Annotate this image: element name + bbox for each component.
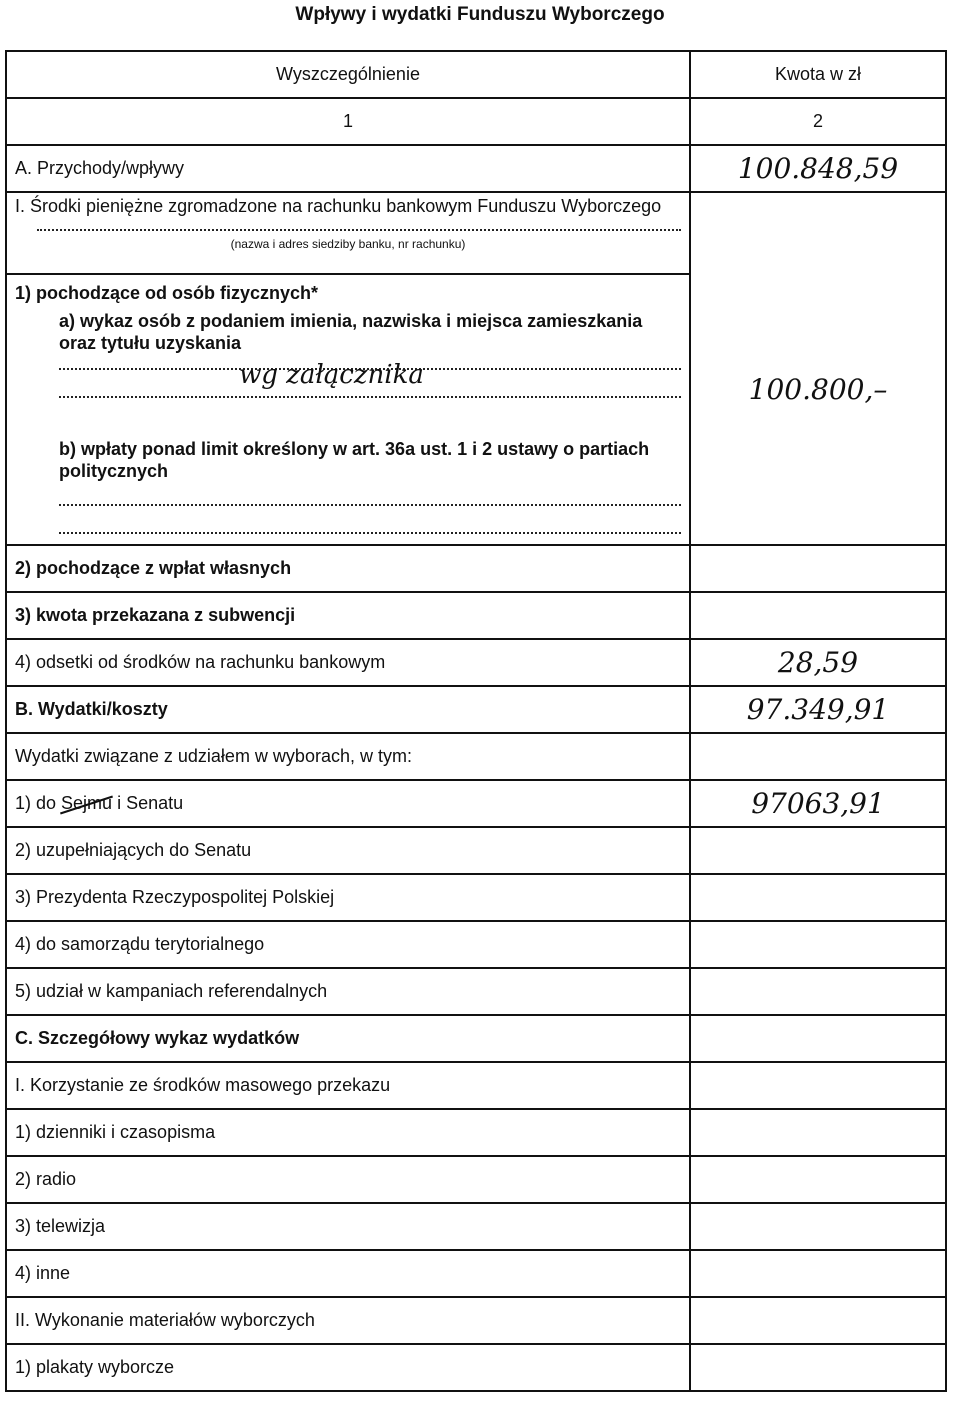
- column-number-2: 2: [690, 98, 946, 145]
- dotted-line-3: [59, 504, 681, 506]
- individuals-label: 1) pochodzące od osób fizycznych*: [15, 283, 319, 303]
- other-media-label: 4) inne: [6, 1250, 690, 1297]
- row-president: [6, 874, 946, 921]
- sejm-senate-suffix: i Senatu: [112, 793, 184, 813]
- section-a-label: A. Przychody/wpływy: [6, 145, 690, 192]
- mass-media-label: I. Korzystanie ze środków masowego przekazu: [6, 1062, 690, 1109]
- divider: [7, 273, 689, 275]
- senate-supplementary-label: 2) uzupełniających do Senatu: [6, 827, 690, 874]
- president-label: 3) Prezydenta Rzeczypospolitej Polskiej: [6, 874, 690, 921]
- header-description: Wyszczególnienie: [6, 51, 690, 98]
- funds-table: [5, 50, 947, 1392]
- header-amount: Kwota w zł: [690, 51, 946, 98]
- materials-label: II. Wykonanie materiałów wyborczych: [6, 1297, 690, 1344]
- local-government-label: 4) do samorządu terytorialnego: [6, 921, 690, 968]
- row-referendum: [6, 968, 946, 1015]
- row-materials: [6, 1297, 946, 1344]
- posters-label: 1) plakaty wyborcze: [6, 1344, 690, 1391]
- list-of-persons-label: a) wykaz osób z podaniem imienia, nazwiska i miejsca zamieszkania oraz tytułu uzyskania: [59, 311, 643, 353]
- row-a-block: [6, 192, 946, 545]
- row-other-media: [6, 1250, 946, 1297]
- over-limit-label: b) wpłaty ponad limit określony w art. 36a ust. 1 i 2 ustawy o partiach politycznych: [59, 439, 650, 481]
- section-b-label: B. Wydatki/koszty: [6, 686, 690, 733]
- row-radio: [6, 1156, 946, 1203]
- sejm-senate-amount-handwritten: 97063,91: [751, 787, 885, 820]
- bank-hint: (nazwa i adres siedziby banku, nr rachunku): [230, 237, 466, 251]
- income-total-handwritten: 100.848,59: [737, 152, 899, 185]
- row-own-funds: [6, 545, 946, 592]
- subsidy-label: 3) kwota przekazana z subwencji: [6, 592, 690, 639]
- row-local-government: [6, 921, 946, 968]
- bank-funds-label: I. Środki pieniężne zgromadzone na rachunku bankowym Funduszu Wyborczego: [15, 196, 662, 216]
- row-senate-supplementary: [6, 827, 946, 874]
- sejm-senate-prefix: 1) do: [15, 793, 62, 813]
- header-row: [6, 51, 946, 98]
- dotted-line-2: [59, 396, 681, 398]
- dotted-line-4: [59, 532, 681, 534]
- section-c-label: C. Szczegółowy wykaz wydatków: [6, 1015, 690, 1062]
- row-a-income: [6, 145, 946, 192]
- referendum-label: 5) udział w kampaniach referendalnych: [6, 968, 690, 1015]
- row-subsidy: [6, 592, 946, 639]
- row-c-detailed: [6, 1015, 946, 1062]
- individuals-amount-handwritten: 100.800,–: [748, 373, 888, 406]
- document-title: Wpływy i wydatki Funduszu Wyborczego: [295, 4, 665, 25]
- row-elections-intro: [6, 733, 946, 780]
- column-number-1: 1: [6, 98, 690, 145]
- expenses-total-handwritten: 97.349,91: [746, 693, 890, 726]
- row-b-expenses: [6, 686, 946, 733]
- column-number-row: [6, 98, 946, 145]
- row-television: [6, 1203, 946, 1250]
- row-interest: [6, 639, 946, 686]
- radio-label: 2) radio: [6, 1156, 690, 1203]
- television-label: 3) telewizja: [6, 1203, 690, 1250]
- interest-label: 4) odsetki od środków na rachunku bankowym: [6, 639, 690, 686]
- row-mass-media: [6, 1062, 946, 1109]
- row-newspapers: [6, 1109, 946, 1156]
- interest-amount-handwritten: 28,59: [777, 646, 859, 679]
- annex-handwritten: wg załącznika: [239, 360, 424, 390]
- sejm-struck: Sejmu: [61, 793, 113, 813]
- bank-dotted-line: [37, 229, 681, 231]
- elections-intro-label: Wydatki związane z udziałem w wyborach, w tym:: [6, 733, 690, 780]
- own-funds-label: 2) pochodzące z wpłat własnych: [6, 545, 690, 592]
- row-sejm-senate: [6, 780, 946, 827]
- row-posters: [6, 1344, 946, 1391]
- newspapers-label: 1) dzienniki i czasopisma: [6, 1109, 690, 1156]
